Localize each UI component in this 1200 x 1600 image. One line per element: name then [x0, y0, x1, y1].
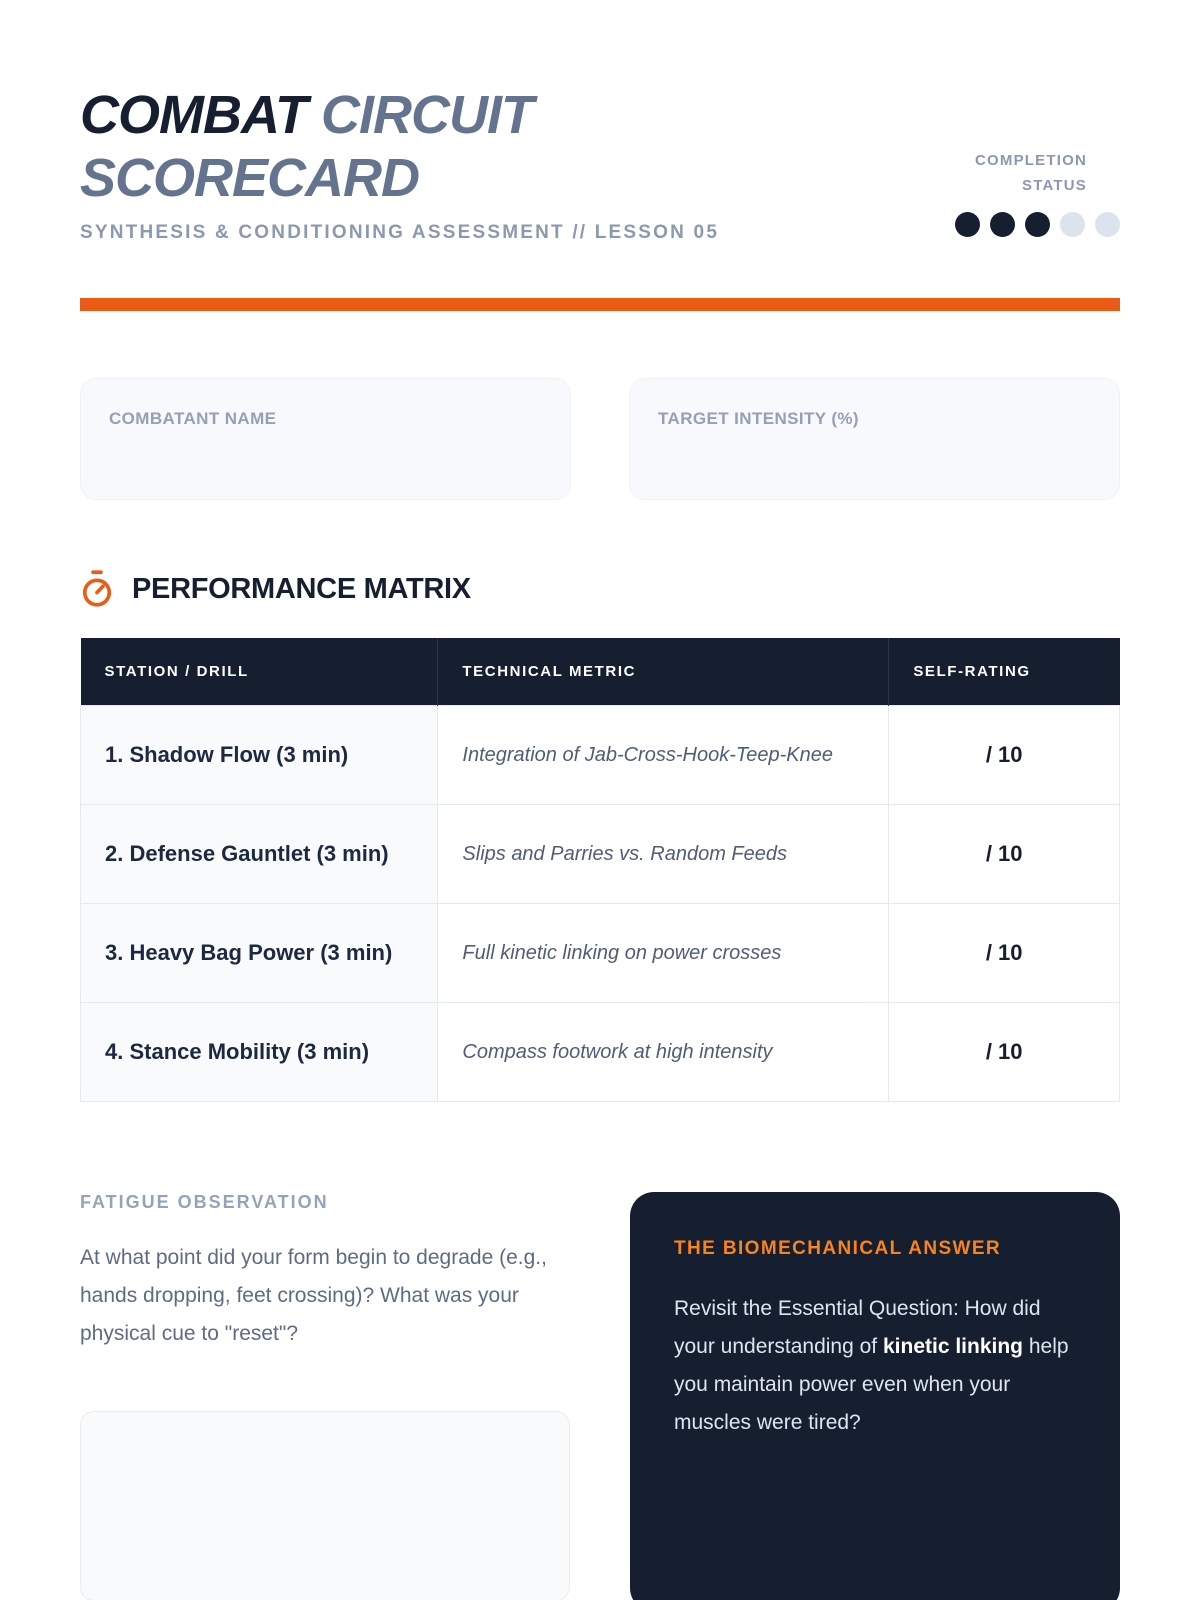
column-header-metric: TECHNICAL METRIC [438, 638, 889, 706]
self-rating-cell[interactable]: / 10 [889, 805, 1120, 904]
combatant-name-field[interactable] [80, 378, 571, 500]
title-secondary: CIRCUIT SCORECARD [80, 85, 533, 208]
self-rating-cell[interactable]: / 10 [889, 1003, 1120, 1102]
metric-cell: Compass footwork at high intensity [438, 1003, 889, 1102]
station-cell: 1. Shadow Flow (3 min) [81, 706, 438, 805]
biomechanical-answer-text: Revisit the Essential Question: How did your understanding of kinetic linking help you maintain power even when your muscles were tired? [674, 1297, 1069, 1435]
station-cell: 2. Defense Gauntlet (3 min) [81, 805, 438, 904]
table-row [81, 1003, 1120, 1102]
metric-cell: Full kinetic linking on power crosses [438, 904, 889, 1003]
completion-dot [1060, 212, 1085, 237]
metric-cell: Slips and Parries vs. Random Feeds [438, 805, 889, 904]
table-row [81, 805, 1120, 904]
completion-dot [1025, 212, 1050, 237]
title-primary: COMBAT [80, 85, 307, 145]
header [80, 84, 1120, 311]
station-cell: 4. Stance Mobility (3 min) [81, 1003, 438, 1102]
stopwatch-icon [80, 570, 114, 608]
biomechanical-answer-heading: THE BIOMECHANICAL ANSWER [674, 1238, 1002, 1260]
column-header-rating: SELF-RATING [889, 638, 1120, 706]
page-title [80, 84, 740, 210]
completion-status [955, 148, 1120, 237]
fatigue-observation-block [80, 1192, 570, 1600]
completion-status-label: COMPLETION STATUS [975, 152, 1087, 194]
combatant-name-label: COMBATANT NAME [109, 409, 277, 428]
completion-dot [990, 212, 1015, 237]
accent-divider [80, 298, 1120, 311]
column-header-station: STATION / DRILL [81, 638, 438, 706]
table-row [81, 706, 1120, 805]
kinetic-linking-term: kinetic linking [882, 1335, 1024, 1359]
fatigue-response-input[interactable] [80, 1411, 570, 1600]
self-rating-cell[interactable]: / 10 [889, 706, 1120, 805]
self-rating-cell[interactable]: / 10 [889, 904, 1120, 1003]
completion-dot [955, 212, 980, 237]
biomechanical-answer-card [630, 1192, 1120, 1600]
target-intensity-field[interactable] [629, 378, 1120, 500]
subtitle: SYNTHESIS & CONDITIONING ASSESSMENT // LESSON 05 [80, 222, 720, 243]
info-fields [80, 378, 1120, 500]
fatigue-heading: FATIGUE OBSERVATION [80, 1192, 329, 1213]
performance-matrix-section [80, 570, 1120, 1102]
completion-dot [1095, 212, 1120, 237]
table-row [81, 904, 1120, 1003]
completion-dots [955, 212, 1120, 237]
target-intensity-label: TARGET INTENSITY (%) [658, 409, 859, 428]
table-header-row [81, 638, 1120, 706]
bottom-section [80, 1192, 1120, 1600]
station-cell: 3. Heavy Bag Power (3 min) [81, 904, 438, 1003]
metric-cell: Integration of Jab-Cross-Hook-Teep-Knee [438, 706, 889, 805]
performance-table [80, 638, 1120, 1102]
performance-matrix-title: PERFORMANCE MATRIX [132, 572, 471, 605]
fatigue-question: At what point did your form begin to degrade (e.g., hands dropping, feet crossing)? What was your physical cue to "reset"? [80, 1246, 547, 1346]
